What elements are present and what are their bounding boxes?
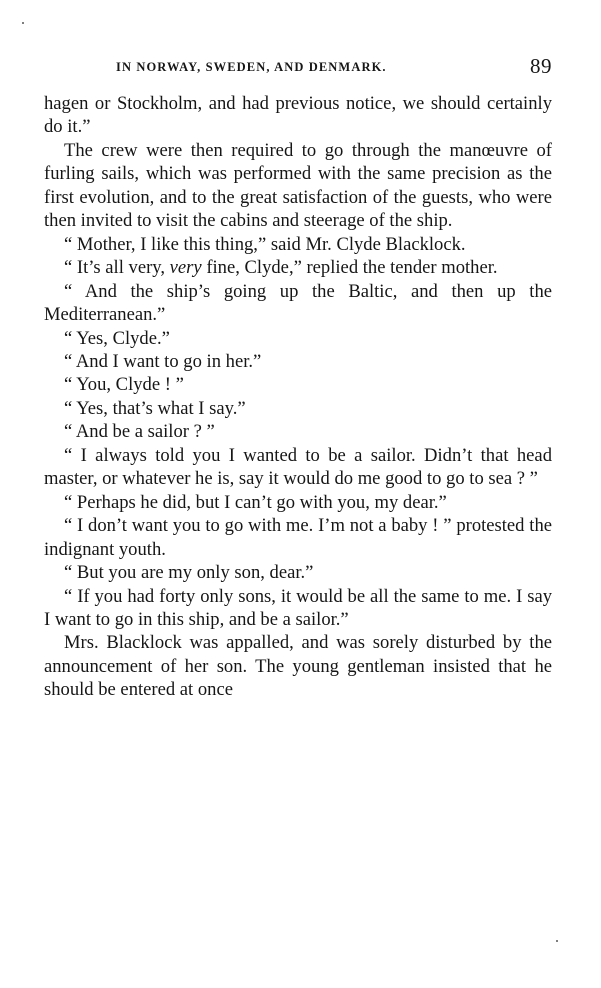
paragraph: “ And be a sailor ? ” [64,421,215,443]
paragraph: “ And the ship’s going up the Baltic, and then up the Mediterranean.” [44,280,552,326]
emphasized-word: very [169,257,202,279]
page-number: 89 [530,54,552,78]
text-segment: “ It’s all very, [64,257,170,279]
paragraph: “ Yes, that’s what I say.” [64,397,246,419]
text-segment: fine, Clyde,” replied the tender mother. [201,257,498,279]
paragraph: “ I always told you I wanted to be a sailor. Didn’t that head master, or whatever he is, say it would do me good to go to sea ? ” [44,444,552,490]
paragraph [44,256,552,279]
page-header [44,54,552,84]
paragraph: hagen or Stockholm, and had previous notice, we should certainly do it.” [44,93,552,138]
body-text [44,92,552,702]
margin-speck [22,22,24,24]
margin-speck [556,940,558,942]
paragraph: The crew were then required to go through the manœuvre of furling sails, which was performed with the same precision as the first evolution, and to the great satisfaction of the guests, who were then invited to visit the cabins and steerage of the ship. [44,139,552,232]
paragraph: “ And I want to go in her.” [64,350,262,372]
paragraph: “ Mother, I like this thing,” said Mr. Clyde Blacklock. [64,233,466,255]
paragraph: “ If you had forty only sons, it would be all the same to me. I say I want to go in this ship, and be a sailor.” [44,585,552,630]
paragraph: “ Yes, Clyde.” [64,327,170,349]
paragraph: “ Perhaps he did, but I can’t go with you, my dear.” [64,491,447,513]
paragraph: Mrs. Blacklock was appalled, and was sorely disturbed by the announcement of her son. The young gentleman insisted that he should be entered at once [44,632,552,701]
paragraph: “ But you are my only son, dear.” [64,562,314,584]
paragraph: “ I don’t want you to go with me. I’m not a baby ! ” protested the indignant youth. [44,515,552,560]
paragraph: “ You, Clyde ! ” [64,374,184,396]
running-head: IN NORWAY, SWEDEN, AND DENMARK. [116,60,387,74]
